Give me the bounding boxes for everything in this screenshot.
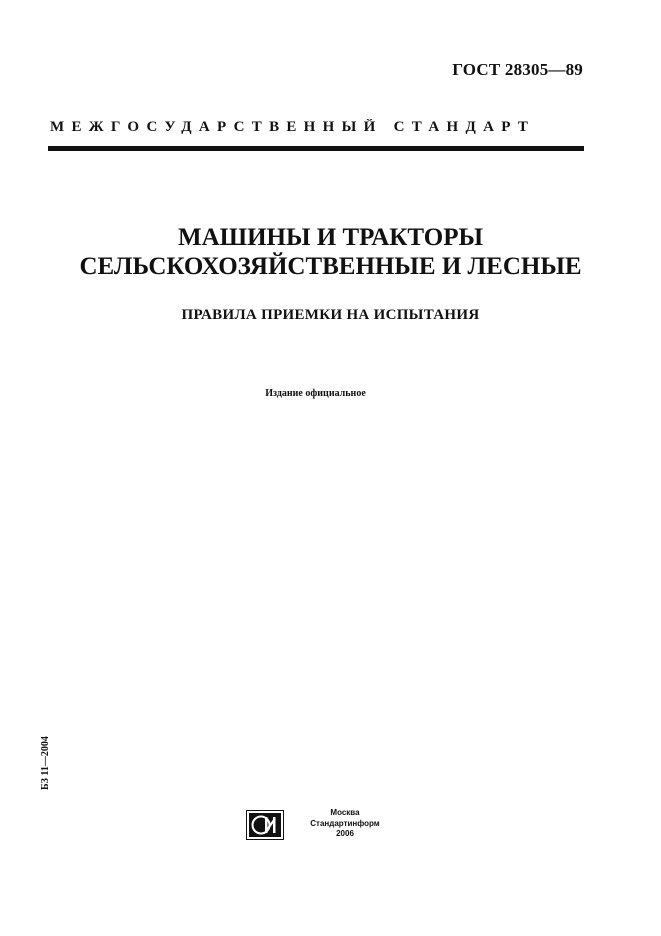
publisher-imprint (300, 808, 390, 840)
document-subtitle: ПРАВИЛА ПРИЕМКИ НА ИСПЫТАНИЯ (181, 307, 480, 323)
publisher-city: Москва (330, 808, 360, 817)
standard-type-heading: МЕЖГОСУДАРСТВЕННЫЙ СТАНДАРТ (50, 119, 536, 135)
title-line-2: СЕЛЬСКОХОЗЯЙСТВЕННЫЕ И ЛЕСНЫЕ (79, 253, 582, 280)
document-title (0, 223, 661, 281)
publisher-year: 2006 (336, 829, 354, 838)
document-number: ГОСТ 28305—89 (452, 60, 583, 79)
title-line-1: МАШИНЫ И ТРАКТОРЫ (177, 224, 484, 251)
publisher-name: Стандартинформ (310, 818, 380, 828)
side-code: БЗ 11—2004 (40, 736, 51, 790)
standartinform-logo-icon (246, 810, 284, 840)
edition-note: Издание официальное (265, 388, 366, 399)
header-divider (48, 146, 584, 151)
